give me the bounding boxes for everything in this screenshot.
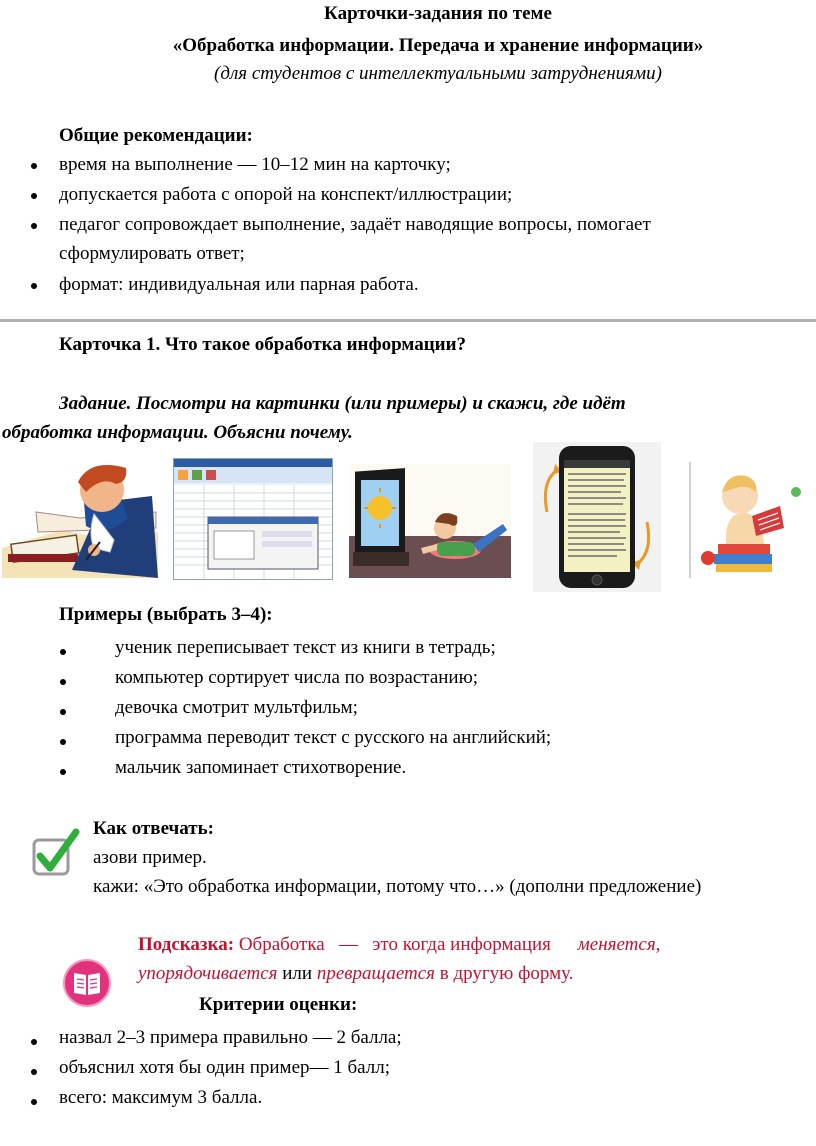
title-line-1: Карточки-задания по теме <box>324 3 552 24</box>
title-line-2: «Обработка информации. Передача и хранение информации» <box>172 35 704 56</box>
title-subtitle: (для студентов с интеллектуальными затруднениями) <box>214 63 662 84</box>
bullet <box>31 1069 37 1075</box>
criteria-item: объяснил хотя бы один пример— 1 балл; <box>59 1057 391 1078</box>
bullet <box>31 1099 37 1105</box>
recommendation-item-continued: сформулировать ответ; <box>59 243 245 264</box>
bullet <box>60 679 66 685</box>
hint-text-end: в другую форму. <box>439 963 574 984</box>
hint-word-ordered: упорядочивается <box>138 963 278 984</box>
hint-line-2 <box>138 963 574 985</box>
bullet <box>60 739 66 745</box>
bullet <box>31 193 37 199</box>
bullet <box>31 163 37 169</box>
example-item: девочка смотрит мультфильм; <box>115 697 358 718</box>
recommendation-item: педагог сопровождает выполнение, задаёт наводящие вопросы, помогает <box>59 214 651 235</box>
hint-line-1 <box>138 934 660 956</box>
child-reading-book-icon <box>688 462 816 578</box>
card1-task-line-1: Задание. Посмотри на картинки (или примеры) и скажи, где идёт <box>59 393 626 414</box>
recommendations-heading: Общие рекомендации: <box>59 125 253 146</box>
criteria-heading: Критерии оценки: <box>199 994 358 1015</box>
answer-line-2: кажи: «Это обработка информации, потому что…» (дополни предложение) <box>93 876 702 897</box>
bullet <box>60 649 66 655</box>
hint-comma: , <box>655 934 661 955</box>
hint-word-transformed: превращается <box>316 963 435 984</box>
girl-watching-tv-icon <box>349 464 511 578</box>
card1-task-line-2: обработка информации. Объясни почему. <box>2 422 353 443</box>
spreadsheet-screenshot-icon <box>173 458 333 580</box>
hint-label: Подсказка: <box>138 934 235 955</box>
checkmark-icon <box>30 826 82 880</box>
hint-text: Обработка — это когда информация <box>238 934 551 955</box>
example-item: ученик переписывает текст из книги в тетрадь; <box>115 637 496 658</box>
answer-line-1: азови пример. <box>93 847 207 868</box>
boy-writing-icon <box>2 462 158 578</box>
example-item: мальчик запоминает стихотворение. <box>115 757 407 778</box>
hint-or: или <box>282 963 313 984</box>
recommendation-item: формат: индивидуальная или парная работа. <box>59 274 419 295</box>
card1-heading: Карточка 1. Что такое обработка информации? <box>59 334 467 355</box>
bullet <box>60 709 66 715</box>
criteria-item: всего: максимум 3 балла. <box>59 1087 263 1108</box>
criteria-item: назвал 2–3 примера правильно — 2 балла; <box>59 1027 402 1048</box>
recommendation-item: время на выполнение — 10–12 мин на карточку; <box>59 154 451 175</box>
examples-heading: Примеры (выбрать 3–4): <box>59 604 273 625</box>
bullet <box>31 223 37 229</box>
bullet <box>60 769 66 775</box>
book-icon <box>62 956 112 1010</box>
divider <box>0 319 816 322</box>
hint-word-changes: меняется <box>577 934 656 955</box>
smartphone-text-icon <box>533 442 661 592</box>
bullet <box>31 1039 37 1045</box>
recommendation-item: допускается работа с опорой на конспект/иллюстрации; <box>59 184 513 205</box>
example-item: программа переводит текст с русского на английский; <box>115 727 552 748</box>
answer-heading: Как отвечать: <box>93 818 214 839</box>
bullet <box>31 283 37 289</box>
example-item: компьютер сортирует числа по возрастанию; <box>115 667 479 688</box>
